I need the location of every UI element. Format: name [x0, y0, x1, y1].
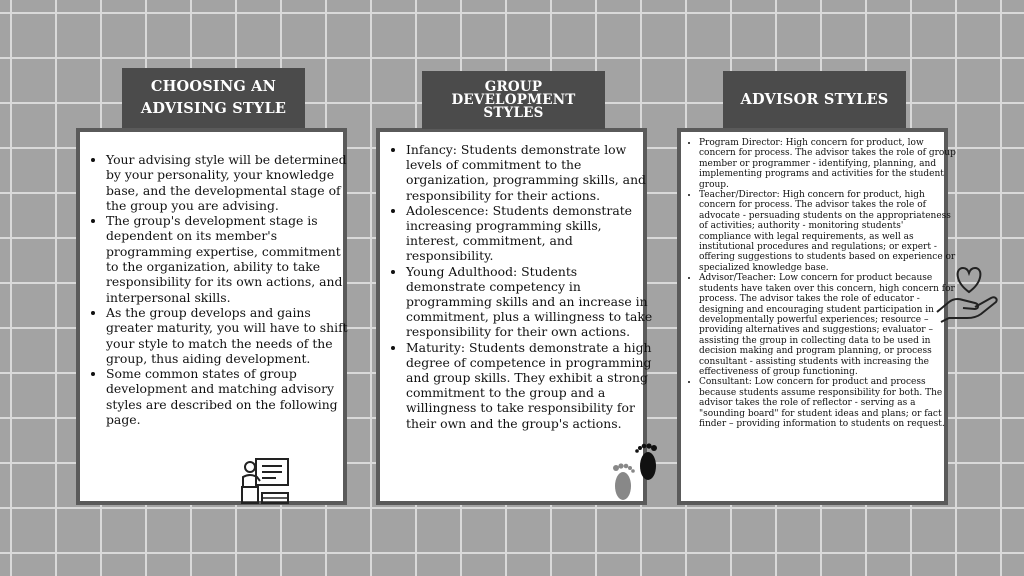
list-item: • Teacher/Director: High concern for product, high concern for process. The advisor takes the role of advocate - persuading students on the appropriateness of activities; authority - monitoring students' compliance with legal requirements, as well as institutional procedures and regulations; or expert - offering suggestions to students based on experience or specialized knowledge base. [699, 190, 957, 273]
choosing-advising-style-title: CHOOSING AN ADVISING STYLE [122, 68, 305, 128]
group-development-card [376, 128, 653, 505]
advisor-styles-card [677, 128, 956, 505]
advisor-styles-list [687, 138, 957, 429]
list-item: • Some common states of group development and matching advisory styles are described on the following page. [106, 366, 356, 427]
list-item: • Advisor/Teacher: Low concern for product because students have taken over this concern, high concern for process. The advisor takes the role of educator - designing and encouraging student participation in developmentally powerful experiences; resource – providing alternatives and suggestions; evaluator – assisting the group in collecting data to be used in decision making and program planning, or process consultant - assisting students with increasing the effectiveness of group functioning. [699, 273, 957, 377]
list-item: • Maturity: Students demonstrate a high degree of competence in programming and group skills. They exhibit a strong commitment to the group and a willingness to take responsibility for their own and the group's actions. [406, 340, 658, 431]
footprints-icon [606, 440, 668, 506]
list-item: • Young Adulthood: Students demonstrate competency in programming skills and an increase in commitment, plus a willingness to take responsibility for their own actions. [406, 264, 658, 340]
group-development-list [392, 142, 658, 431]
advising-style-card [76, 128, 347, 505]
advising-style-list [92, 152, 356, 427]
list-item: • Consultant: Low concern for product and process because students assume responsibility for both. The advisor takes the role of reflector - serving as a "sounding board" for student ideas and plans; or fact finder – providing information to students on request. [699, 377, 957, 429]
advisor-styles-title: ADVISOR STYLES [723, 71, 906, 128]
heart-in-hand-icon [935, 262, 1003, 324]
list-item: • The group's development stage is dependent on its member's programming expertise, commitment to the organization, ability to take responsibility for its own actions, and interpersonal skills. [106, 213, 356, 305]
list-item: • As the group develops and gains greater maturity, you will have to shift your style to match the needs of the group, thus aiding development. [106, 305, 356, 366]
presentation-board-icon [240, 457, 292, 505]
group-development-styles-title: GROUP DEVELOPMENT STYLES [422, 71, 605, 129]
list-item: • Program Director: High concern for product, low concern for process. The advisor takes the role of group member or programmer - identifying, planning, and implementing programs and activities for the student group. [699, 138, 957, 190]
list-item: • Infancy: Students demonstrate low levels of commitment to the organization, programming skills, and responsibility for their actions. [406, 142, 658, 203]
list-item: • Your advising style will be determined by your personality, your knowledge base, and the developmental stage of the group you are advising. [106, 152, 356, 213]
list-item: • Adolescence: Students demonstrate increasing programming skills, interest, commitment, and responsibility. [406, 203, 658, 264]
